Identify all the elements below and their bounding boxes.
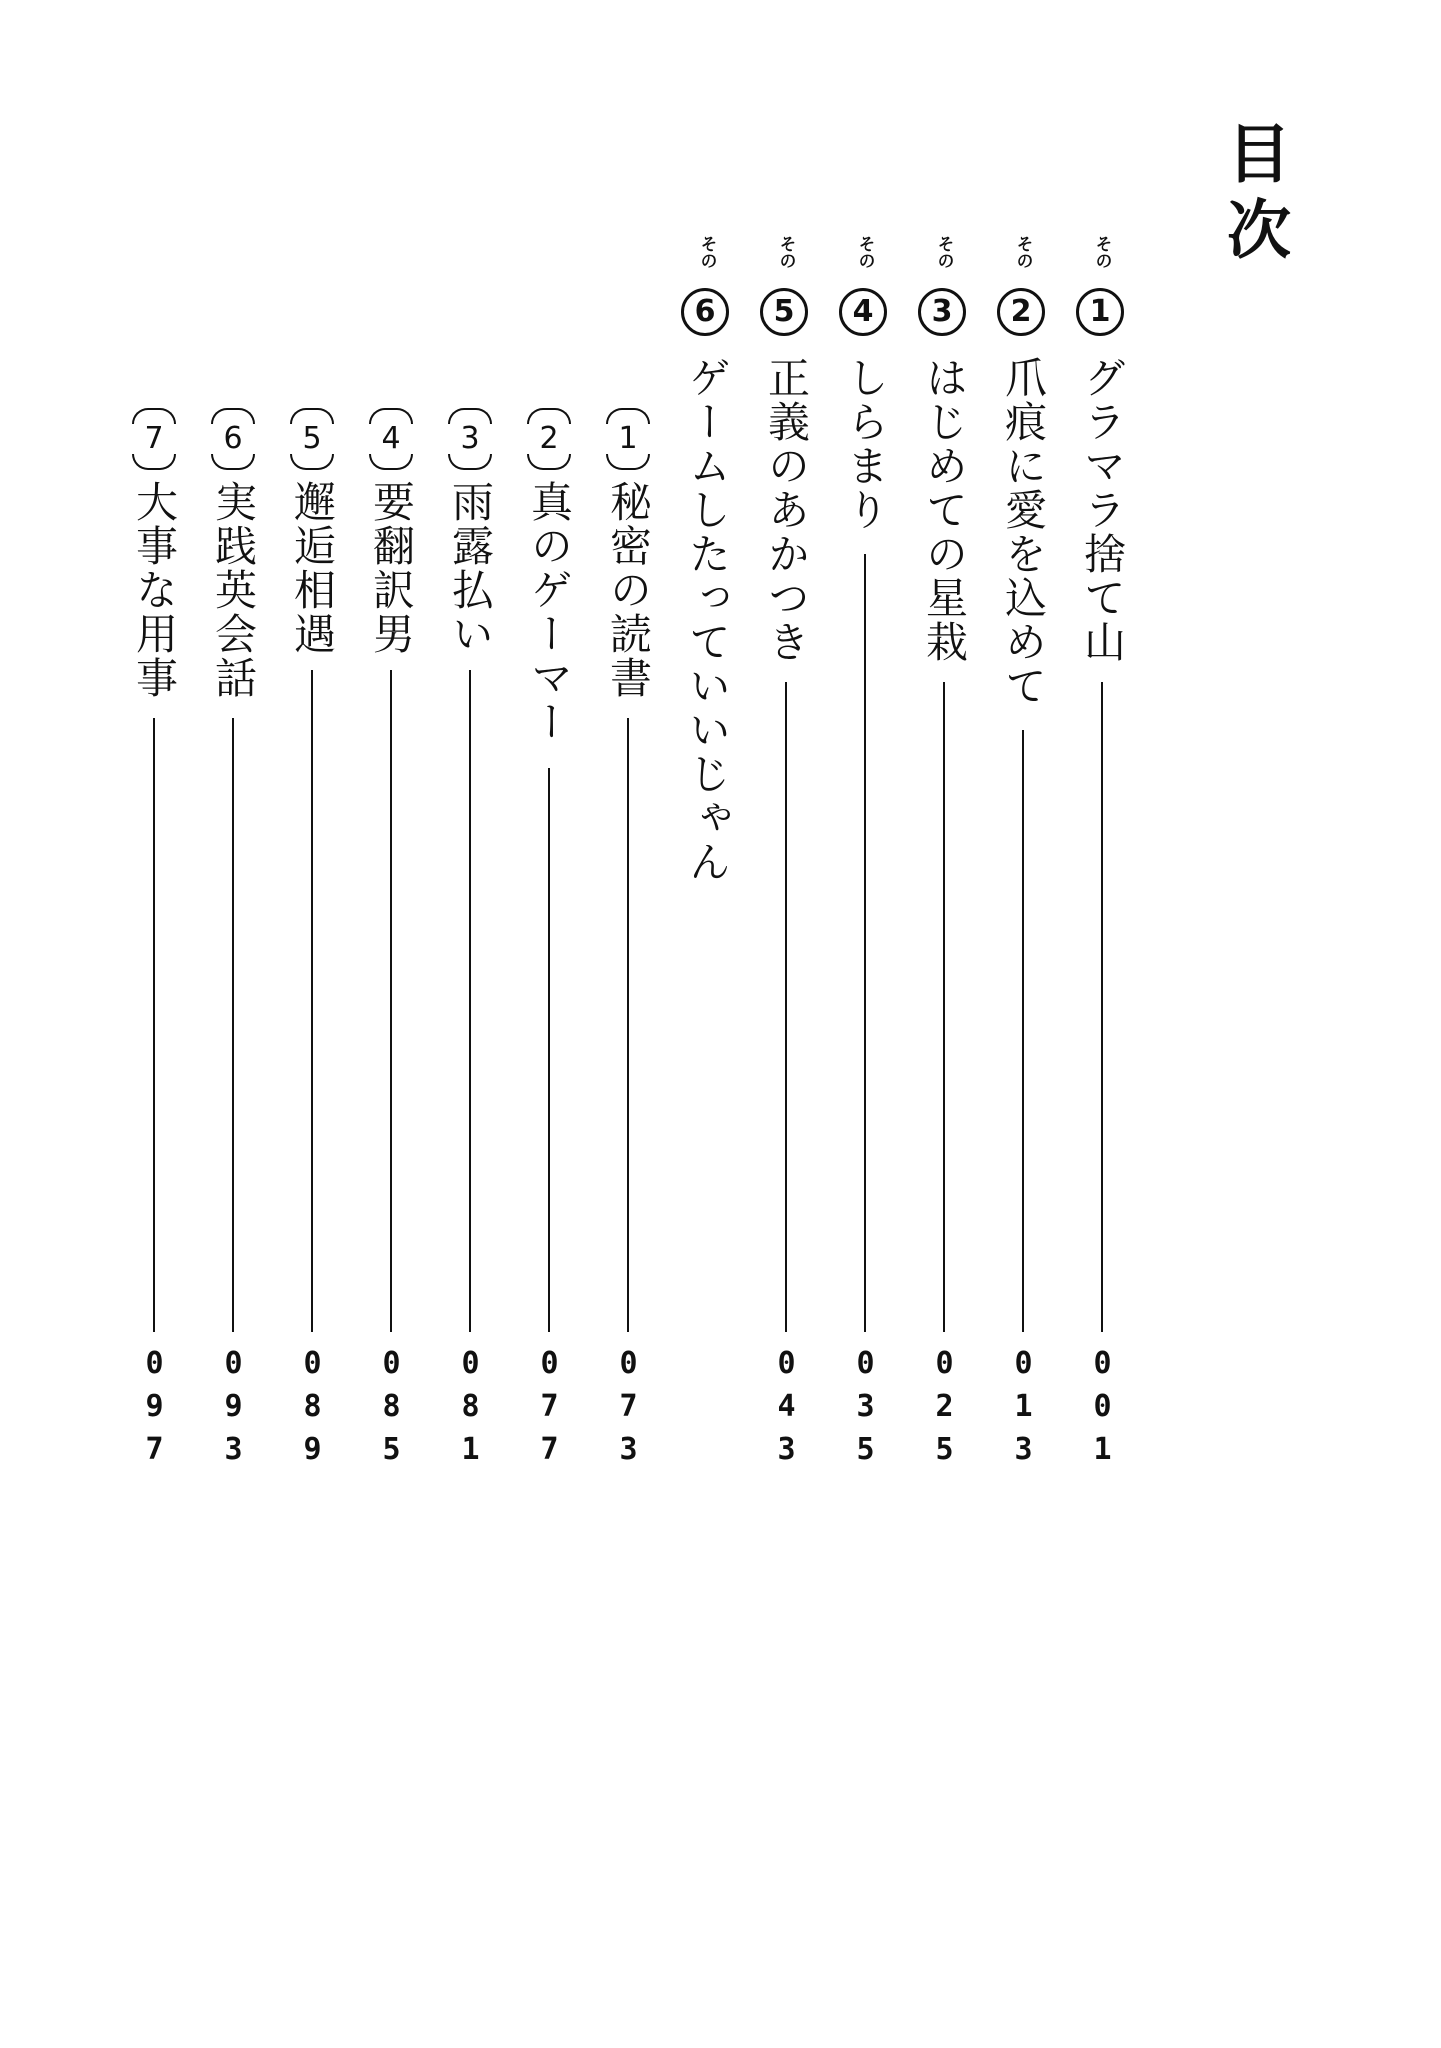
chapter-number-badge: 6 bbox=[681, 288, 729, 336]
leader-line bbox=[311, 670, 313, 1332]
page-number: 001 bbox=[1085, 1346, 1120, 1475]
subchapter-title: 要翻訳男 bbox=[367, 480, 416, 656]
chapter-title: 正義のあかつき bbox=[762, 356, 811, 664]
chapter-title: グラマラ捨て山 bbox=[1078, 356, 1127, 664]
chapter-number-badge: 5 bbox=[760, 288, 808, 336]
leader-line bbox=[390, 670, 392, 1332]
subchapter-number: 1 bbox=[598, 408, 658, 470]
leader-line bbox=[1101, 682, 1103, 1332]
subchapter-title: 真のゲーマー bbox=[525, 480, 574, 744]
page-number: 025 bbox=[927, 1346, 962, 1475]
leader-line bbox=[1022, 730, 1024, 1332]
chapter-title: はじめての星栽 bbox=[920, 356, 969, 664]
leader-line bbox=[548, 768, 550, 1332]
page-number: 077 bbox=[532, 1346, 567, 1475]
page-number: 097 bbox=[137, 1346, 172, 1475]
chapter-title: しらまり bbox=[841, 356, 890, 532]
subchapter-number: 7 bbox=[124, 408, 184, 470]
subchapter-number: 3 bbox=[440, 408, 500, 470]
chapter-number-badge: 2 bbox=[997, 288, 1045, 336]
page-number: 089 bbox=[295, 1346, 330, 1475]
chapter-title: 爪痕に愛を込めて bbox=[999, 356, 1048, 708]
toc-title: 目次 bbox=[1216, 120, 1290, 272]
subchapter-title: 実践英会話 bbox=[209, 480, 258, 700]
subchapter-title: 邂逅相遇 bbox=[288, 480, 337, 656]
leader-line bbox=[943, 682, 945, 1332]
chapter-prefix: その bbox=[1012, 235, 1033, 269]
subchapter-title: 秘密の読書 bbox=[604, 480, 653, 700]
leader-line bbox=[785, 682, 787, 1332]
chapter-prefix: その bbox=[933, 235, 954, 269]
subchapter-number: 5 bbox=[282, 408, 342, 470]
page-number: 035 bbox=[848, 1346, 883, 1475]
page-number: 085 bbox=[374, 1346, 409, 1475]
chapter-number-badge: 3 bbox=[918, 288, 966, 336]
chapter-prefix: その bbox=[775, 235, 796, 269]
page-number: 013 bbox=[1006, 1346, 1041, 1475]
subchapter-number: 4 bbox=[361, 408, 421, 470]
leader-line bbox=[864, 554, 866, 1332]
chapter-prefix: その bbox=[854, 235, 875, 269]
leader-line bbox=[469, 670, 471, 1332]
subchapter-number: 2 bbox=[519, 408, 579, 470]
subchapter-title: 大事な用事 bbox=[130, 480, 179, 700]
page-number: 093 bbox=[216, 1346, 251, 1475]
page-number: 043 bbox=[769, 1346, 804, 1475]
subchapter-number: 6 bbox=[203, 408, 263, 470]
chapter-prefix: その bbox=[696, 235, 717, 269]
chapter-title: ゲームしたっていいじゃん bbox=[683, 356, 732, 884]
chapter-number-badge: 1 bbox=[1076, 288, 1124, 336]
leader-line bbox=[232, 718, 234, 1332]
subchapter-title: 雨露払い bbox=[446, 480, 495, 656]
chapter-prefix: その bbox=[1091, 235, 1112, 269]
page-number: 073 bbox=[611, 1346, 646, 1475]
leader-line bbox=[627, 718, 629, 1332]
page-number: 081 bbox=[453, 1346, 488, 1475]
chapter-number-badge: 4 bbox=[839, 288, 887, 336]
leader-line bbox=[153, 718, 155, 1332]
